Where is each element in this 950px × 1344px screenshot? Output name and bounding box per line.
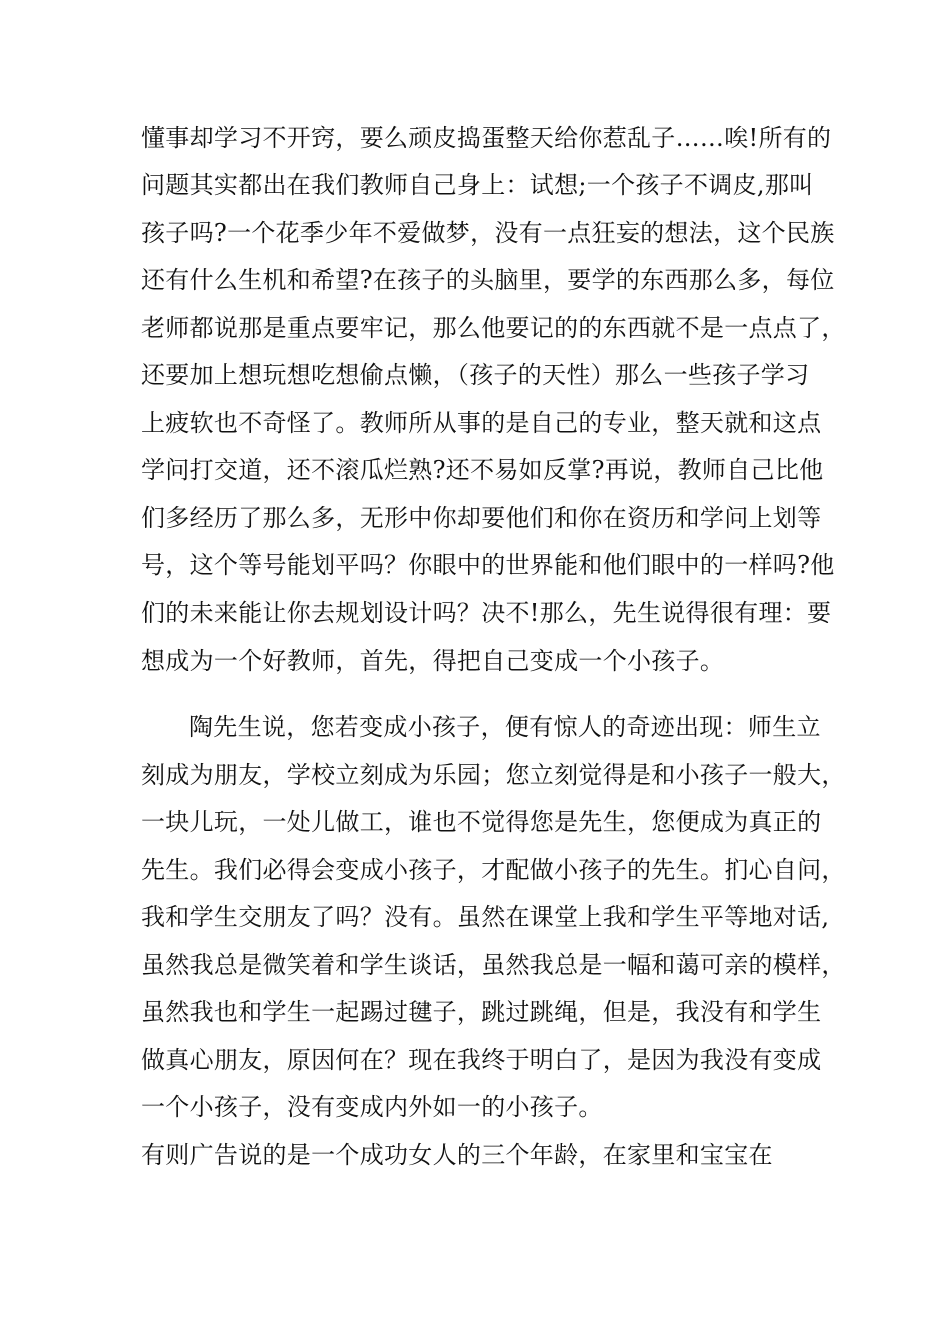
text-line: 做真心朋友，原因何在？现在我终于明白了，是因为我没有变成 [141, 1046, 822, 1074]
text-line: 上疲软也不奇怪了。教师所从事的是自己的专业，整天就和这点 [141, 409, 822, 437]
text-line: 一个小孩子，没有变成内外如一的小孩子。 [141, 1093, 603, 1121]
text-line: 先生。我们必得会变成小孩子，才配做小孩子的先生。扪心自问， [141, 856, 846, 884]
text-line: 们多经历了那么多，无形中你却要他们和你在资历和学问上划等 [141, 504, 822, 532]
text-line: 一块儿玩，一处儿做工，谁也不觉得您是先生，您便成为真正的 [141, 808, 822, 836]
paragraph-first-line: 陶先生说，您若变成小孩子，便有惊人的奇迹出现：师生立 [189, 713, 821, 741]
text-line: 老师都说那是重点要牢记，那么他要记的的东西就不是一点点了， [141, 314, 846, 342]
text-line: 还有什么生机和希望?在孩子的头脑里，要学的东西那么多，每位 [141, 266, 835, 294]
text-line: 虽然我总是微笑着和学生谈话，虽然我总是一幅和蔼可亲的模样， [141, 951, 846, 979]
text-line: 想成为一个好教师，首先，得把自己变成一个小孩子。 [141, 647, 725, 675]
text-line: 懂事却学习不开窍，要么顽皮捣蛋整天给你惹乱子……唉!所有的 [141, 124, 832, 152]
text-line: 们的未来能让你去规划设计吗？决不!那么，先生说得很有理：要 [141, 599, 832, 627]
paragraph-first-line [189, 1184, 831, 1220]
text-line: 学问打交道，还不滚瓜烂熟?还不易如反掌?再说，教师自己比他 [141, 456, 824, 484]
text-line: 虽然我也和学生一起踢过毽子，跳过跳绳，但是，我没有和学生 [141, 998, 822, 1026]
text-line: 我和学生交朋友了吗？没有。虽然在课堂上我和学生平等地对话, [141, 903, 830, 931]
text-line: 号，这个等号能划平吗？你眼中的世界能和他们眼中的一样吗?他 [141, 551, 835, 579]
text-line: 孩子吗?一个花季少年不爱做梦，没有一点狂妄的想法，这个民族 [141, 219, 835, 247]
text-line: 问题其实都出在我们教师自己身上：试想;一个孩子不调皮,那叫 [141, 171, 814, 199]
text-line: 还要加上想玩想吃想偷点懒，（孩子的天性）那么一些孩子学习 [141, 361, 810, 389]
text-line: 刻成为朋友，学校立刻成为乐园；您立刻觉得是和小孩子一般大， [141, 761, 846, 789]
text-line: 有则广告说的是一个成功女人的三个年龄，在家里和宝宝在 [141, 1141, 773, 1169]
